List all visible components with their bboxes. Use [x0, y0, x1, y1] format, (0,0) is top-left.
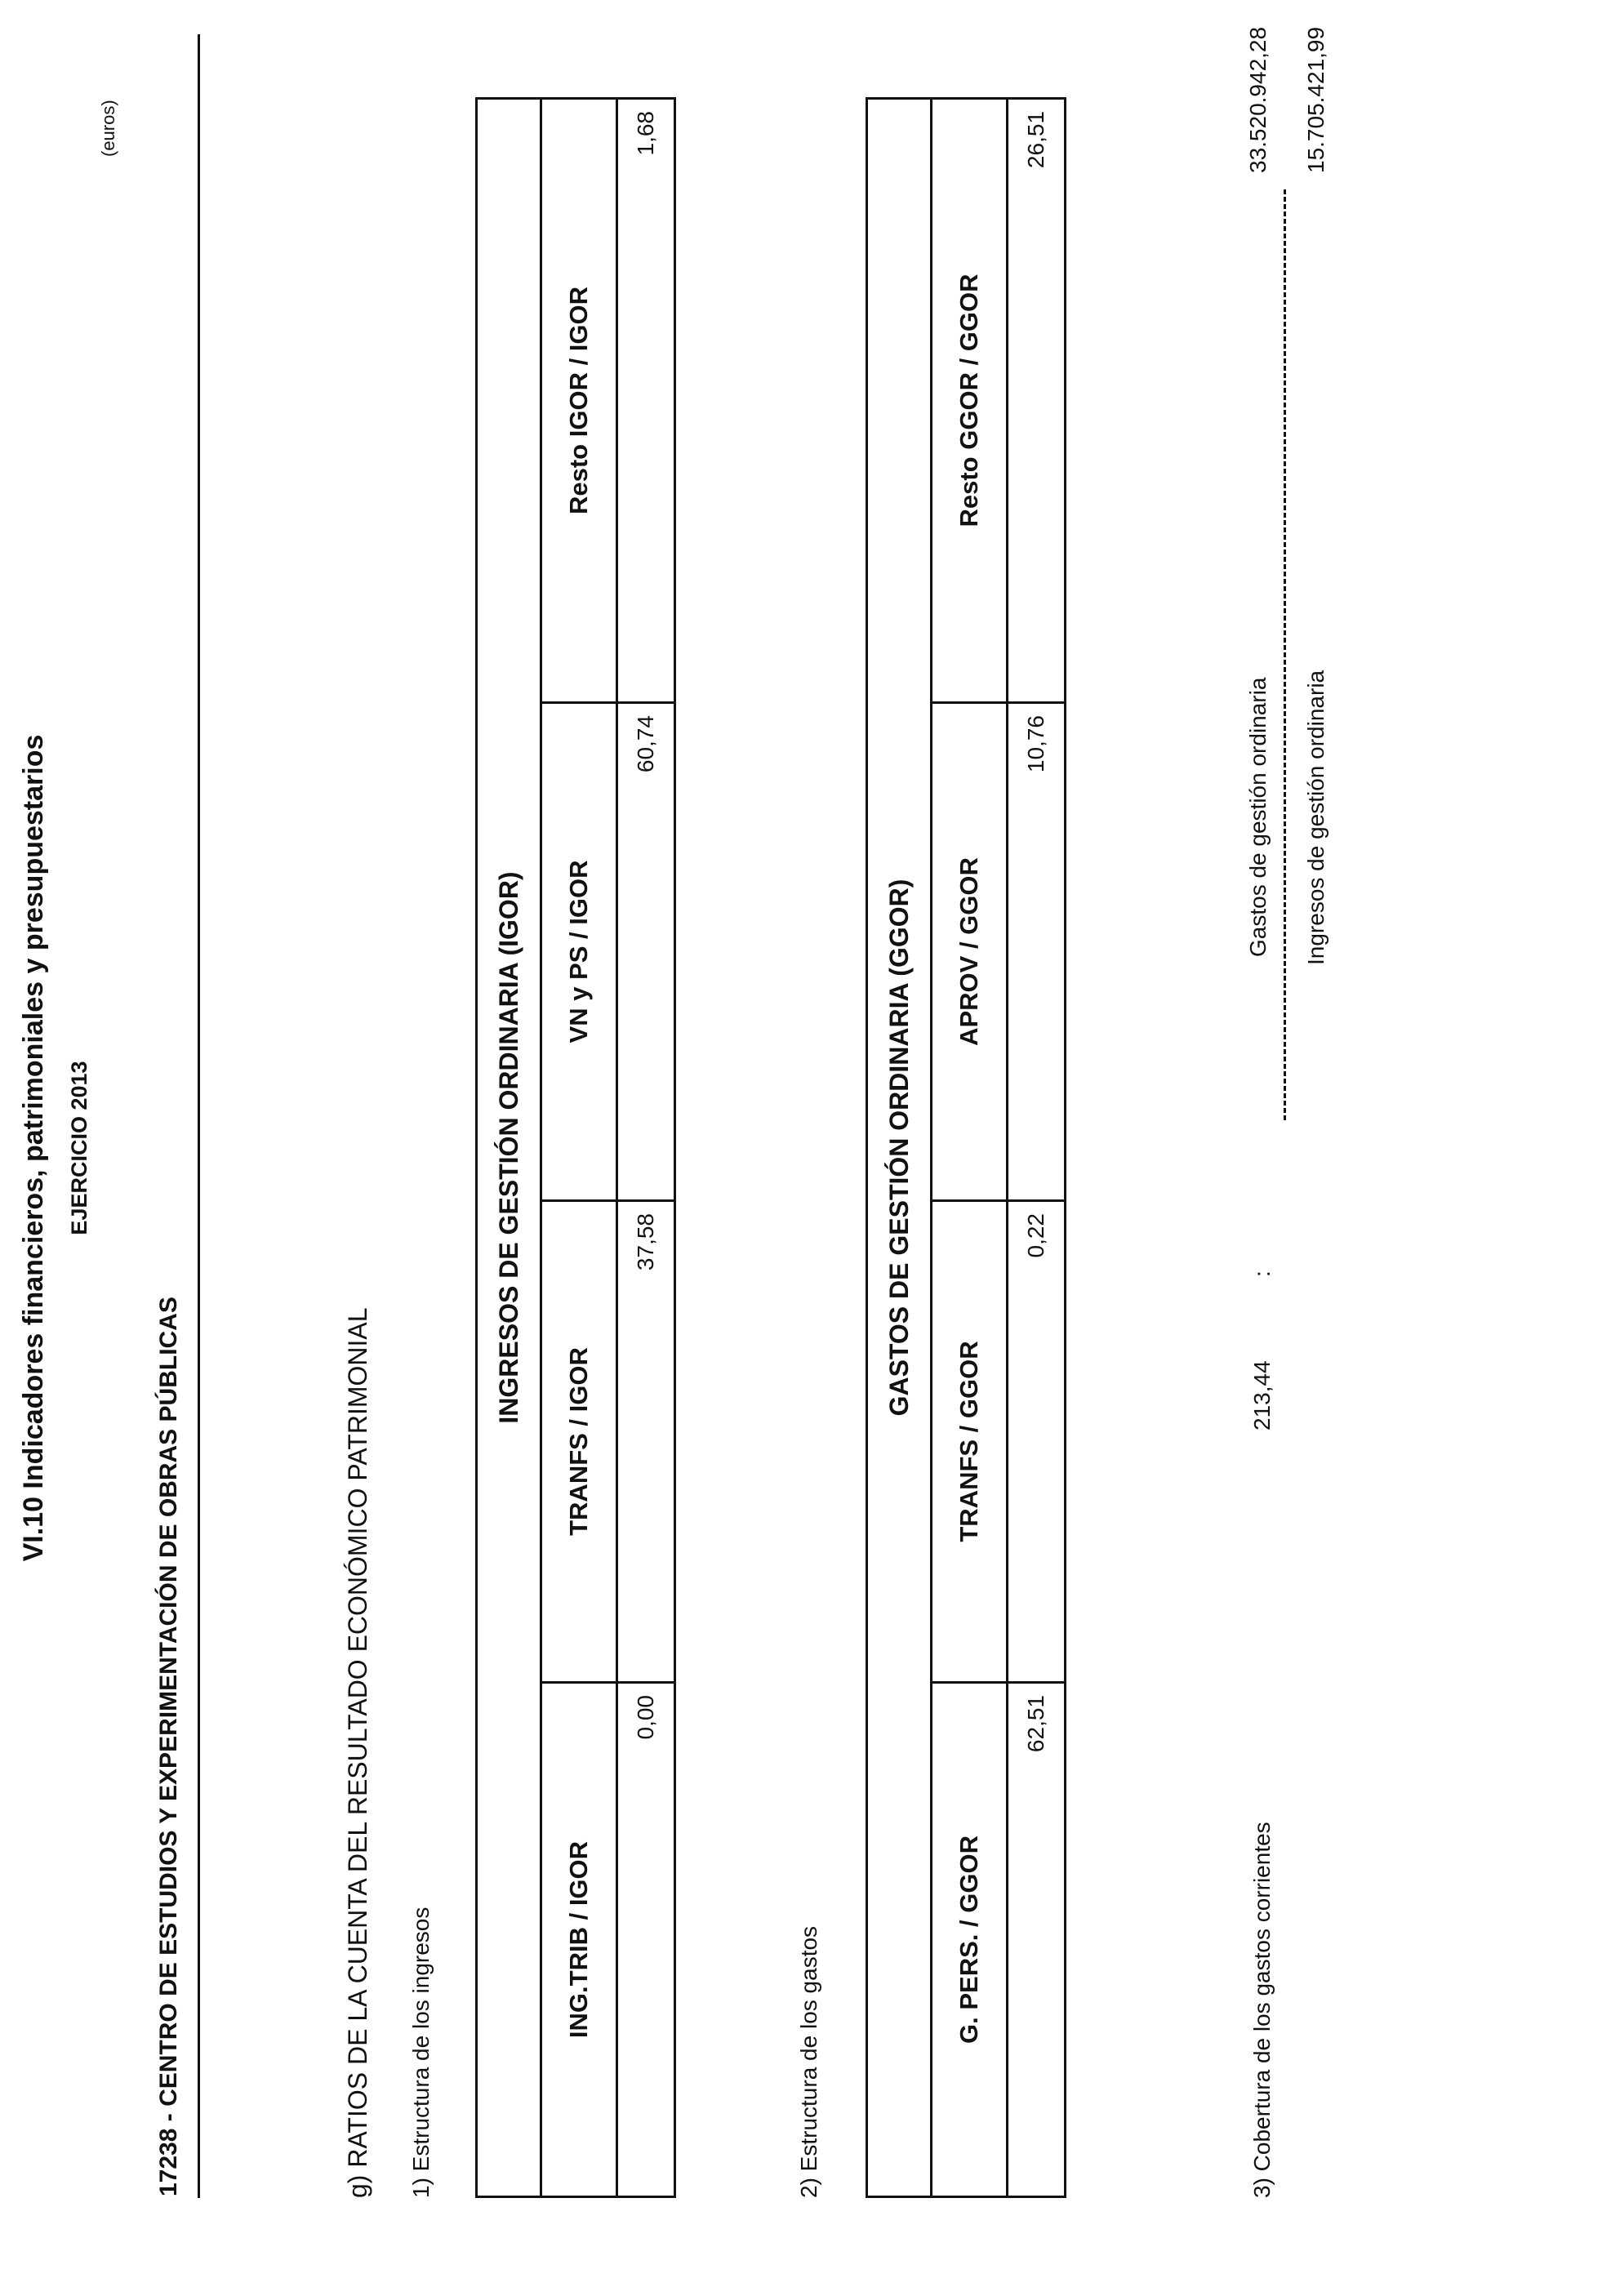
ingresos-table: [475, 97, 676, 2198]
entity-name: 17238 - CENTRO DE ESTUDIOS Y EXPERIMENTACIÓN DE OBRAS PÚBLICAS: [155, 1297, 182, 2196]
ingresos-value: 1,68: [617, 99, 675, 703]
ingresos-label: 1) Estructura de los ingresos: [408, 1907, 434, 2198]
cobertura-separator: :: [1249, 1270, 1275, 1277]
cobertura-value: 213,44: [1249, 1360, 1275, 1431]
numerator-value: 33.520.942,28: [1245, 26, 1271, 173]
ingresos-col-header: ING.TRIB / IGOR: [541, 1683, 617, 2197]
section-title: g) RATIOS DE LA CUENTA DEL RESULTADO ECONÓMICO PATRIMONIAL: [343, 1307, 372, 2198]
gastos-value: 26,51: [1008, 99, 1066, 703]
gastos-col-header: TRANFS / GGOR: [932, 1201, 1008, 1683]
ingresos-table-title: INGRESOS DE GESTIÓN ORDINARIA (IGOR): [477, 99, 541, 2197]
gastos-label: 2) Estructura de los gastos: [796, 1925, 821, 2198]
gastos-value: 62,51: [1008, 1683, 1066, 2197]
report-title: VI.10 Indicadores financieros, patrimoniales y presupuestarios: [18, 734, 49, 1562]
gastos-value: 10,76: [1008, 703, 1066, 1201]
gastos-value: 0,22: [1008, 1201, 1066, 1683]
ingresos-col-header: VN y PS / IGOR: [541, 703, 617, 1201]
numerator-label: Gastos de gestión ordinaria: [1245, 677, 1271, 957]
gastos-col-header: APROV / GGOR: [932, 703, 1008, 1201]
fraction-line: [1284, 189, 1286, 1120]
header-rule: [198, 34, 200, 2198]
gastos-col-header: G. PERS. / GGOR: [932, 1683, 1008, 2197]
gastos-col-header: Resto GGOR / GGOR: [932, 99, 1008, 703]
ingresos-col-header: Resto IGOR / IGOR: [541, 99, 617, 703]
currency-unit: (euros): [98, 100, 118, 157]
denominator-label: Ingresos de gestión ordinaria: [1303, 670, 1328, 965]
denominator-value: 15.705.421,99: [1303, 26, 1328, 173]
ingresos-value: 37,58: [617, 1201, 675, 1683]
ingresos-col-header: TRANFS / IGOR: [541, 1201, 617, 1683]
report-subtitle: EJERCICIO 2013: [67, 1061, 91, 1235]
gastos-table: [866, 97, 1066, 2198]
ingresos-value: 0,00: [617, 1683, 675, 2197]
ingresos-value: 60,74: [617, 703, 675, 1201]
gastos-table-title: GASTOS DE GESTIÓN ORDINARIA (GGOR): [867, 99, 932, 2197]
cobertura-label: 3) Cobertura de los gastos corrientes: [1249, 1822, 1275, 2198]
